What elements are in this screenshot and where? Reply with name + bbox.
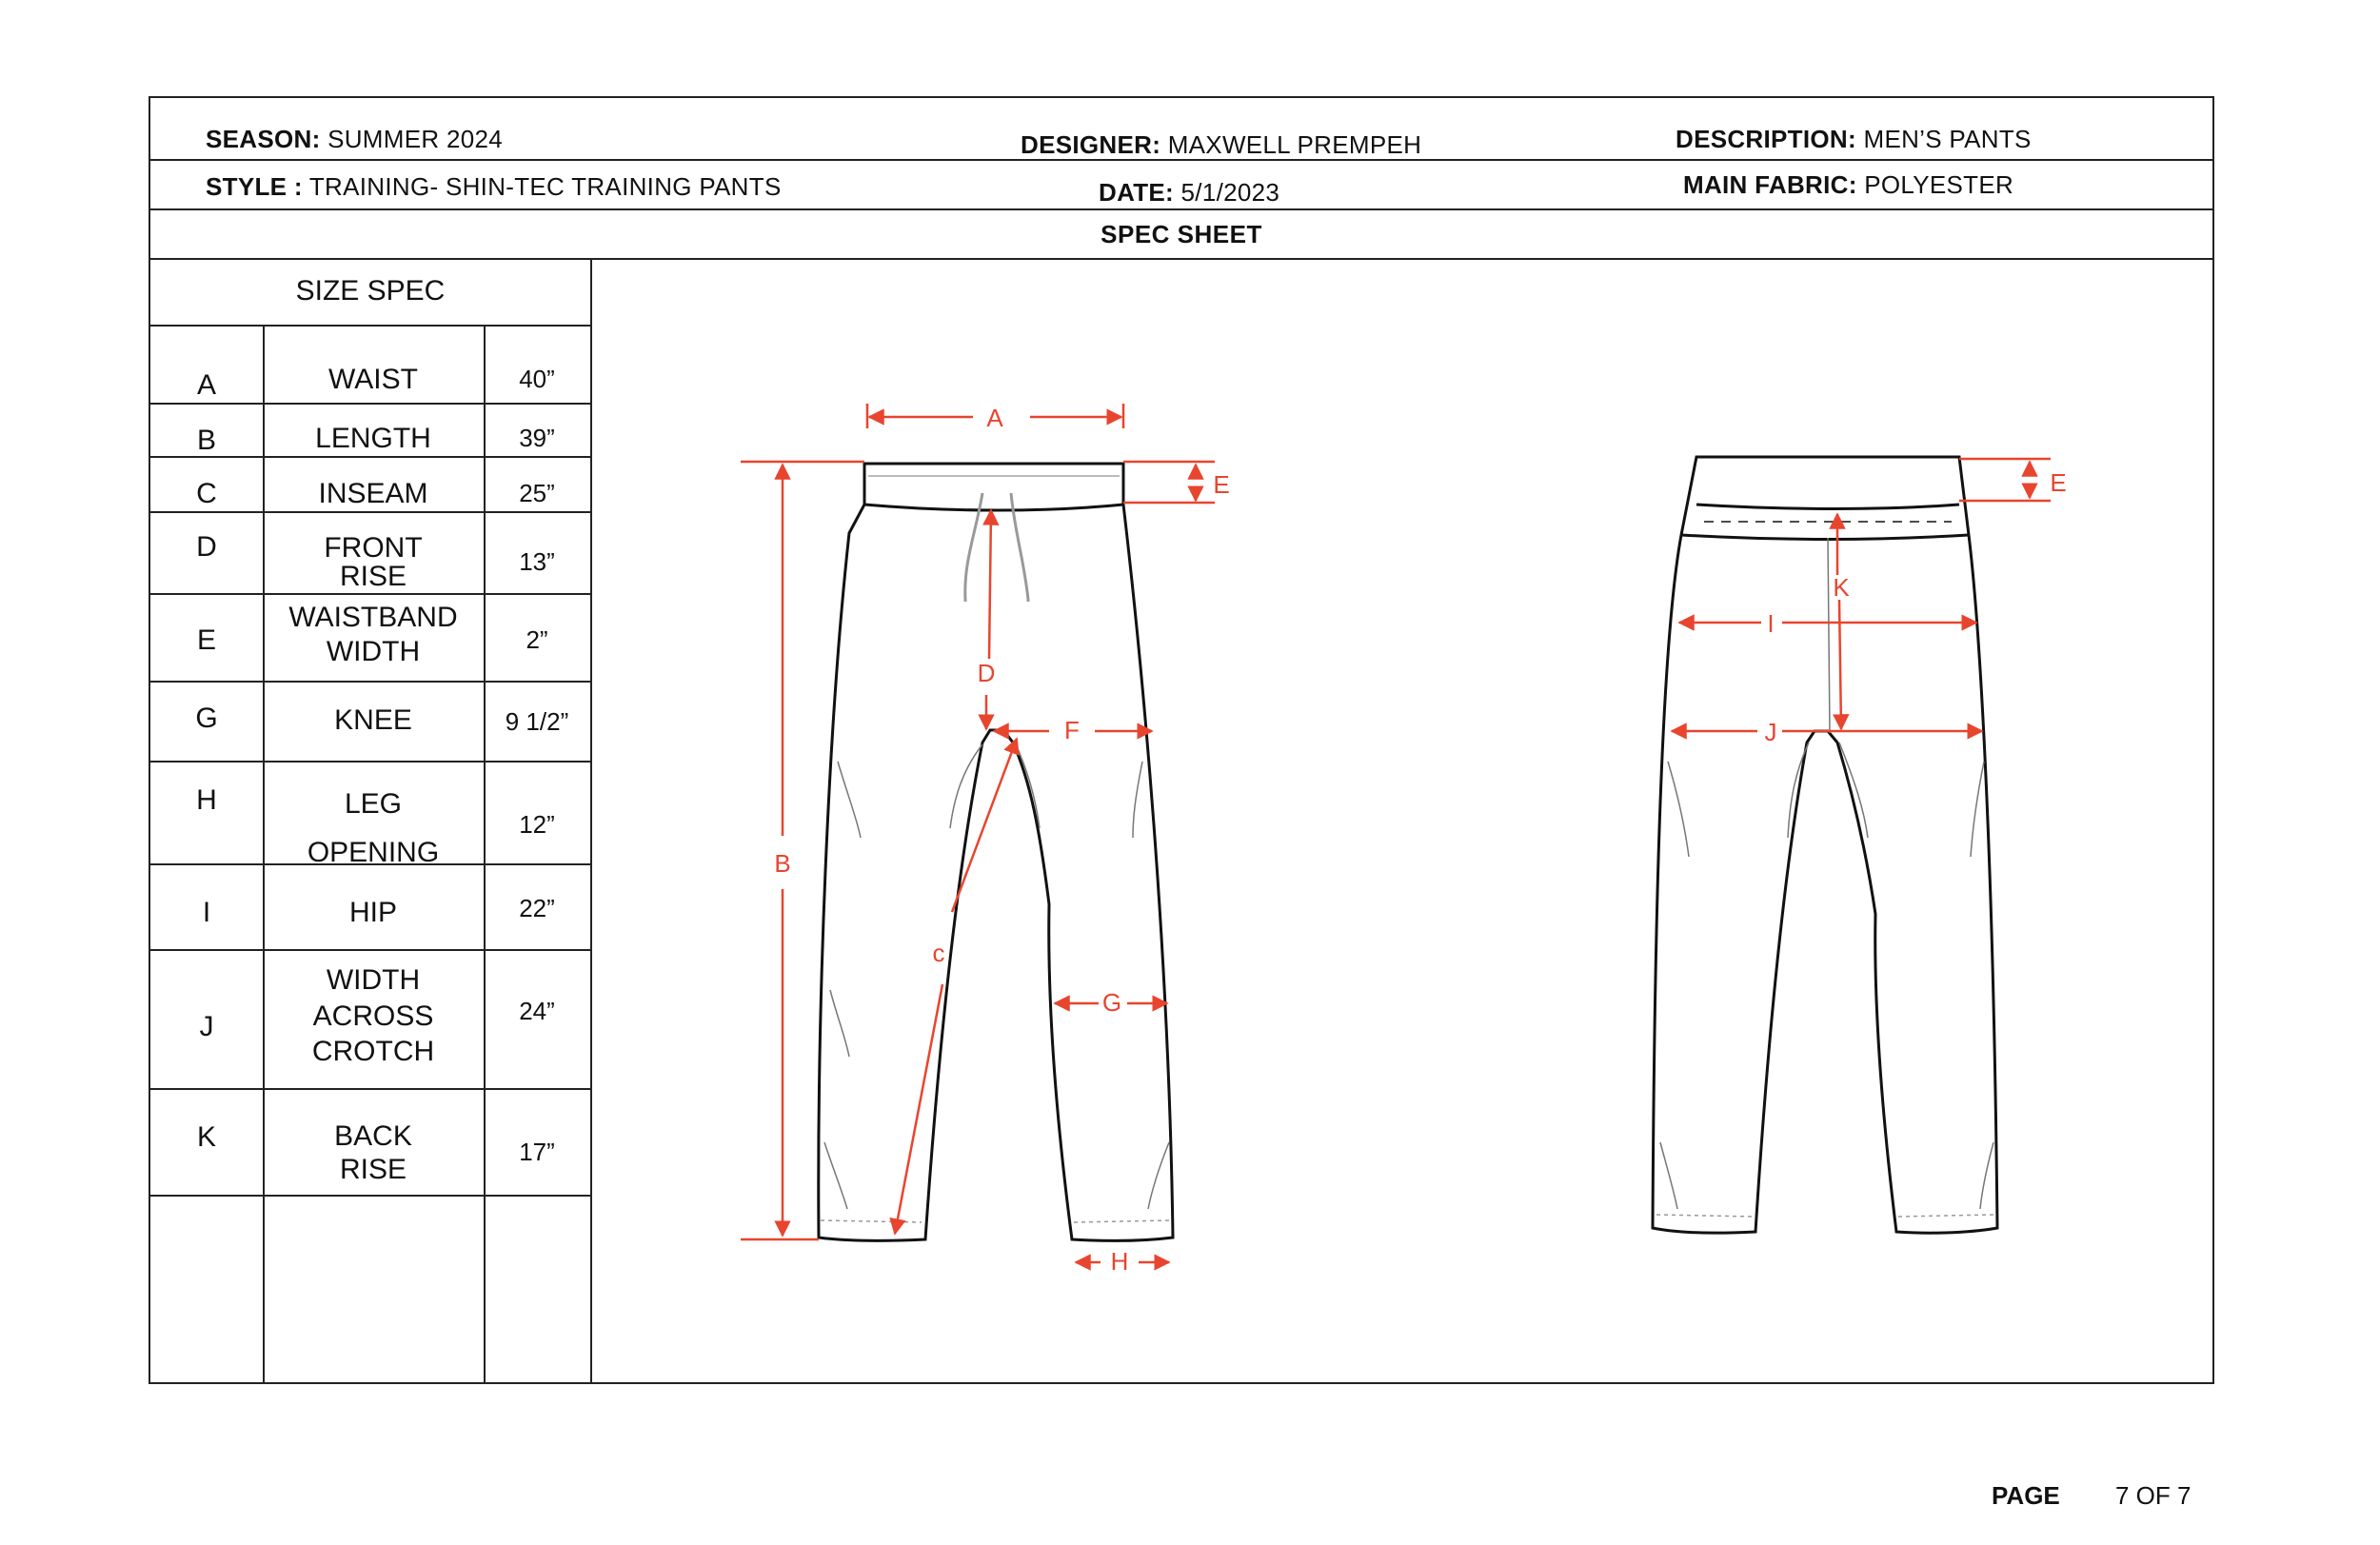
- hem-crease-right: [1148, 1142, 1169, 1209]
- size-spec-title: SIZE SPEC: [295, 275, 446, 307]
- style-value: TRAINING- SHIN-TEC TRAINING PANTS: [308, 172, 782, 201]
- spec-value: 12”: [519, 810, 555, 839]
- callout-label-b: B: [774, 849, 791, 878]
- spec-value: 17”: [519, 1138, 555, 1166]
- knee-crease-left: [838, 762, 861, 838]
- callout-label-k: K: [1833, 573, 1850, 602]
- season-value: SUMMER 2024: [327, 125, 504, 153]
- callout-label-e: E: [1213, 470, 1230, 499]
- designer-label: DESIGNER:: [1021, 130, 1161, 159]
- spec-name: WAIST: [328, 364, 418, 395]
- spec-code: G: [195, 703, 218, 734]
- callout-label-d: D: [977, 659, 996, 687]
- callout-label-e-back: E: [2050, 468, 2067, 497]
- back-hem-stitch-left: [1656, 1215, 1754, 1217]
- callout-label-i: I: [1767, 609, 1775, 638]
- spec-code: H: [196, 784, 217, 816]
- page-label: PAGE: [1992, 1481, 2060, 1510]
- spec-value: 25”: [519, 479, 555, 507]
- spec-name: LENGTH: [315, 423, 431, 454]
- spec-name-line: WIDTH: [326, 636, 421, 667]
- callout-label-g: G: [1101, 988, 1122, 1017]
- front-hem-stitch-left: [821, 1220, 922, 1222]
- front-hem-stitch-right: [1074, 1220, 1171, 1222]
- callout-label-j: J: [1764, 718, 1777, 746]
- spec-value: 39”: [519, 424, 555, 452]
- callout-label-h: H: [1110, 1247, 1129, 1276]
- back-yoke: [1681, 535, 1969, 540]
- spec-code: A: [196, 369, 216, 401]
- front-callout-labels: [774, 404, 1229, 1276]
- season-label: SEASON:: [206, 125, 321, 153]
- front-pants-outline: [819, 464, 1173, 1240]
- back-knee-crease-left: [1668, 762, 1689, 857]
- knee-crease-right: [1133, 762, 1142, 838]
- style-label: STYLE :: [206, 172, 303, 201]
- spec-name-line: ACROSS: [312, 1000, 434, 1032]
- spec-name: INSEAM: [318, 478, 428, 509]
- spec-code: I: [202, 897, 211, 928]
- spec-value: 9 1/2”: [505, 707, 569, 736]
- spec-name-line: RISE: [339, 561, 407, 592]
- description-label: DESCRIPTION:: [1676, 125, 1856, 153]
- back-center-seam: [1828, 538, 1830, 733]
- main-fabric-label: MAIN FABRIC:: [1683, 170, 1857, 199]
- spec-code: K: [196, 1121, 216, 1153]
- front-waistband: [864, 505, 1123, 510]
- spec-code: C: [196, 478, 217, 509]
- spec-code: B: [196, 425, 216, 456]
- front-view-pants: [819, 464, 1173, 1240]
- back-pants-outline: [1653, 457, 1997, 1233]
- spec-name-line: OPENING: [307, 837, 440, 868]
- callout-label-c: c: [932, 939, 945, 967]
- spec-value: 13”: [519, 547, 555, 576]
- spec-value: 24”: [519, 997, 555, 1025]
- spec-name: KNEE: [334, 704, 412, 736]
- back-knee-crease-right: [1971, 762, 1984, 857]
- spec-name-line: RISE: [339, 1153, 407, 1185]
- spec-value: 22”: [519, 894, 555, 922]
- spec-sheet-title: SPEC SHEET: [1101, 220, 1262, 248]
- spec-value: 40”: [519, 365, 555, 393]
- spec-value: 2”: [526, 625, 548, 654]
- date-label: DATE:: [1099, 178, 1175, 207]
- crotch-fold-left: [950, 744, 982, 828]
- back-view-pants: [1653, 457, 1997, 1233]
- spec-name-line: FRONT: [324, 532, 423, 564]
- front-callouts: [741, 404, 1215, 1262]
- spec-code: E: [196, 624, 216, 656]
- spec-name-line: WAISTBAND: [288, 602, 458, 633]
- back-hem-crease-left: [1660, 1142, 1677, 1209]
- spec-name-line: BACK: [334, 1120, 412, 1152]
- callout-label-f: F: [1064, 716, 1080, 744]
- page-number: 7 OF 7: [2115, 1481, 2192, 1510]
- spec-code: D: [196, 531, 217, 563]
- back-crotch-fold-right: [1839, 743, 1868, 838]
- date-value: 5/1/2023: [1180, 178, 1280, 207]
- designer-value: MAXWELL PREMPEH: [1167, 130, 1422, 159]
- spec-name-line: LEG: [344, 788, 403, 820]
- back-waistband: [1696, 505, 1959, 509]
- back-hem-stitch-right: [1898, 1215, 1993, 1217]
- callout-label-a: A: [986, 404, 1003, 432]
- spec-name-line: WIDTH: [326, 964, 421, 996]
- back-hem-crease-right: [1980, 1142, 1993, 1209]
- description-value: MEN’S PANTS: [1863, 125, 2032, 153]
- back-callouts: [1672, 459, 2051, 731]
- hem-crease-left: [824, 1142, 847, 1209]
- spec-name-line: CROTCH: [311, 1036, 435, 1067]
- spec-code: J: [199, 1011, 214, 1042]
- main-fabric-value: POLYESTER: [1864, 170, 2014, 199]
- lower-crease-left: [830, 990, 849, 1057]
- spec-name: HIP: [348, 897, 397, 928]
